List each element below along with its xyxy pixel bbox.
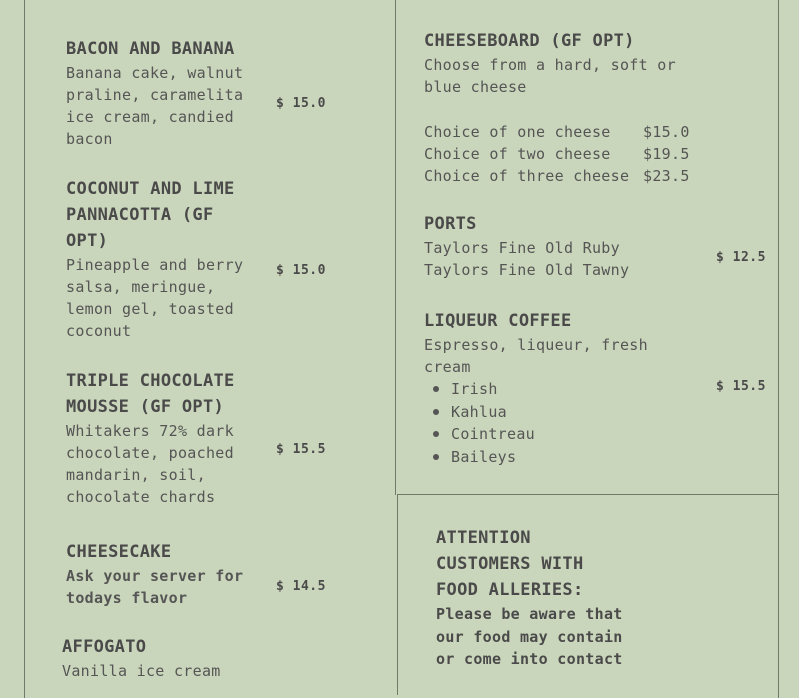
- dessert-price: $ 15.5: [276, 442, 326, 457]
- dessert-title: COCONUT AND LIME PANNACOTTA (GF OPT): [66, 179, 235, 251]
- liqueur-options-list: [424, 378, 704, 468]
- cheese-option-row: Choice of three cheese $23.5: [424, 167, 690, 185]
- notice-box-left-border: [397, 495, 398, 695]
- list-item: Baileys: [424, 446, 704, 469]
- ports-section: [424, 211, 704, 281]
- bullet-icon: [433, 386, 439, 392]
- list-item: Kahlua: [424, 401, 704, 424]
- bullet-icon: [433, 454, 439, 460]
- bullet-icon: [433, 431, 439, 437]
- dessert-description: Vanilla ice cream: [62, 662, 221, 680]
- cheeseboard-title: CHEESEBOARD (GF OPT): [424, 31, 635, 51]
- dessert-item-bacon-banana: [66, 36, 266, 150]
- allergy-notice-text: Please be aware that our food may contain or come into contact: [436, 605, 623, 668]
- dessert-description: Ask your server for todays flavor: [66, 567, 244, 607]
- list-item: Cointreau: [424, 423, 704, 446]
- list-item: Irish: [424, 378, 704, 401]
- liqueur-coffee-description: Espresso, liqueur, fresh cream: [424, 336, 648, 376]
- notice-box-top-border: [397, 494, 778, 495]
- bullet-icon: [433, 409, 439, 415]
- liqueur-coffee-title: LIQUEUR COFFEE: [424, 311, 572, 331]
- cheeseboard-section: [424, 28, 764, 187]
- dessert-description: Whitakers 72% dark chocolate, poached mandarin, soil, chocolate chards: [66, 422, 234, 506]
- dessert-item-triple-chocolate: [66, 368, 266, 508]
- cheeseboard-description: Choose from a hard, soft or blue cheese: [424, 56, 676, 96]
- dessert-description: Banana cake, walnut praline, caramelita ice cream, candied bacon: [66, 64, 244, 148]
- dessert-price: $ 15.0: [276, 263, 326, 278]
- dessert-item-cheesecake: [66, 539, 266, 609]
- ports-title: PORTS: [424, 214, 477, 234]
- dessert-description: Pineapple and berry salsa, meringue, lemon gel, toasted coconut: [66, 256, 244, 340]
- ports-price: $ 12.5: [716, 250, 766, 265]
- dessert-title: AFFOGATO: [62, 637, 147, 657]
- column-divider: [395, 0, 396, 495]
- liqueur-coffee-section: [424, 308, 704, 468]
- dessert-item-coconut-lime: [66, 176, 266, 342]
- allergy-notice: [436, 525, 756, 671]
- ports-list: Taylors Fine Old Ruby Taylors Fine Old Tawny: [424, 239, 630, 279]
- dessert-title: CHEESECAKE: [66, 542, 172, 562]
- liqueur-coffee-price: $ 15.5: [716, 379, 766, 394]
- cheese-option-row: Choice of one cheese $15.0: [424, 123, 690, 141]
- cheese-option-row: Choice of two cheese $19.5: [424, 145, 690, 163]
- dessert-title: TRIPLE CHOCOLATE MOUSSE (GF OPT): [66, 371, 235, 417]
- allergy-notice-title: ATTENTION CUSTOMERS WITH FOOD ALLERIES:: [436, 528, 584, 600]
- dessert-price: $ 15.0: [276, 96, 326, 111]
- dessert-title: BACON AND BANANA: [66, 39, 235, 59]
- dessert-price: $ 14.5: [276, 579, 326, 594]
